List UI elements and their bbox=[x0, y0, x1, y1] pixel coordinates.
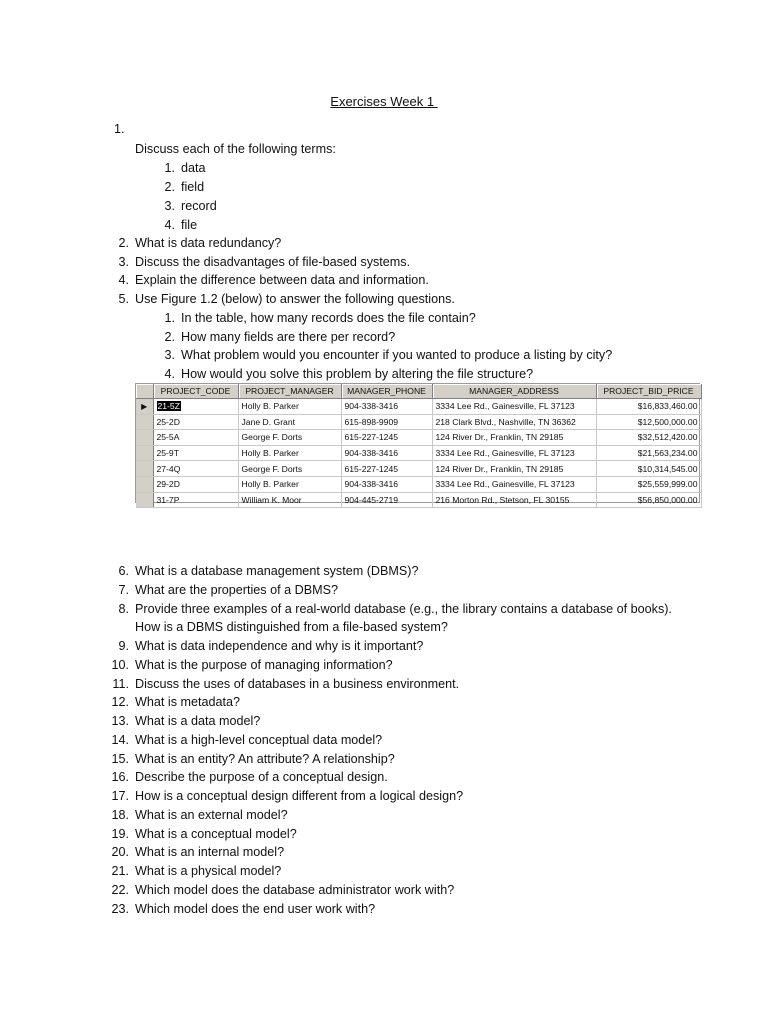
term-item-number: 2. bbox=[164, 179, 175, 194]
question-item-text: Discuss the uses of databases in a business environment. bbox=[135, 676, 460, 691]
figure-1-2-table bbox=[135, 383, 700, 503]
question-item bbox=[111, 862, 282, 880]
question-item bbox=[118, 234, 282, 252]
cell-value: 615-227-1245 bbox=[344, 432, 399, 443]
question-item-number: 23. bbox=[111, 901, 129, 916]
table-cell bbox=[341, 430, 432, 446]
table-cell bbox=[238, 445, 341, 461]
table-cell bbox=[153, 445, 238, 461]
table-cell bbox=[153, 461, 238, 477]
table-cell bbox=[153, 399, 238, 415]
cell-value: Jane D. Grant bbox=[241, 416, 295, 427]
table-cell bbox=[341, 445, 432, 461]
cell-value: 29-2D bbox=[156, 479, 180, 490]
cell-value: 615-227-1245 bbox=[344, 463, 399, 474]
question-item-number: 6. bbox=[118, 564, 129, 578]
row-selector[interactable] bbox=[136, 414, 153, 430]
table-row[interactable] bbox=[136, 399, 701, 415]
sub-question-item bbox=[164, 328, 396, 346]
column-header[interactable]: MANAGER_PHONE bbox=[341, 384, 432, 399]
table-cell bbox=[432, 414, 596, 430]
question-item-text: What is an internal model? bbox=[135, 845, 285, 860]
cell-value: 31-7P bbox=[156, 494, 180, 505]
question-item-number: 3. bbox=[118, 254, 129, 269]
table-row[interactable] bbox=[136, 492, 701, 508]
cell-value: 21-5Z bbox=[157, 401, 180, 412]
question-item-number: 14. bbox=[111, 732, 129, 747]
cell-value: $12,500,000.00 bbox=[637, 416, 698, 427]
table-cell bbox=[238, 414, 341, 430]
question-item-text: What is a conceptual model? bbox=[135, 826, 297, 841]
table-cell bbox=[238, 430, 341, 446]
column-header[interactable]: PROJECT_BID_PRICE bbox=[596, 384, 701, 399]
question-item bbox=[112, 675, 460, 693]
question-item-number: 10. bbox=[111, 657, 129, 672]
table-cell bbox=[432, 445, 596, 461]
table-row[interactable] bbox=[136, 445, 701, 461]
sub-question-item-text: In the table, how many records does the file contain? bbox=[181, 311, 476, 325]
sub-question-item-text: What problem would you encounter if you wanted to produce a listing by city? bbox=[181, 348, 613, 363]
table-cell bbox=[596, 492, 701, 508]
term-item-number: 4. bbox=[164, 217, 175, 232]
question-item-number: 21. bbox=[111, 864, 129, 878]
question-item-number: 13. bbox=[111, 714, 129, 728]
sub-question-item bbox=[164, 346, 613, 364]
sub-question-item-text: How many fields are there per record? bbox=[181, 329, 396, 344]
column-header[interactable]: PROJECT_CODE bbox=[153, 384, 238, 399]
sub-question-item bbox=[164, 365, 534, 383]
question-item bbox=[111, 656, 393, 674]
question-item bbox=[111, 693, 240, 711]
question-item-text: Use Figure 1.2 (below) to answer the following questions. bbox=[135, 292, 455, 307]
question-item-text: Describe the purpose of a conceptual design. bbox=[135, 770, 388, 785]
question-item bbox=[118, 290, 455, 308]
sub-question-item-number: 2. bbox=[164, 329, 175, 344]
question-item bbox=[135, 618, 448, 636]
cell-value: 25-9T bbox=[156, 448, 179, 459]
table-cell bbox=[596, 445, 701, 461]
question-item-text: What is an entity? An attribute? A relationship? bbox=[135, 751, 395, 766]
question-1-number: 1. bbox=[114, 122, 125, 136]
cell-value: 27-4Q bbox=[156, 463, 181, 474]
table-cell bbox=[341, 414, 432, 430]
question-item bbox=[118, 562, 419, 580]
cell-value: Holly B. Parker bbox=[241, 448, 299, 459]
question-item bbox=[111, 787, 464, 805]
sub-question-item-number: 3. bbox=[164, 348, 175, 363]
question-item-number: 9. bbox=[118, 639, 129, 653]
cell-value: William K. Moor bbox=[241, 494, 302, 505]
term-item-text: file bbox=[181, 217, 198, 232]
question-item bbox=[118, 581, 338, 599]
term-item bbox=[164, 216, 198, 234]
table-cell bbox=[153, 476, 238, 492]
question-item-number: 15. bbox=[111, 751, 129, 766]
row-selector[interactable] bbox=[136, 445, 153, 461]
table-cell bbox=[596, 476, 701, 492]
current-record-marker[interactable]: ▶ bbox=[136, 399, 153, 415]
table-cell bbox=[432, 430, 596, 446]
row-selector[interactable] bbox=[136, 492, 153, 508]
question-item bbox=[111, 750, 395, 768]
table-cell bbox=[238, 399, 341, 415]
cell-value: 124 River Dr., Franklin, TN 29185 bbox=[435, 432, 564, 443]
question-item-text: What is metadata? bbox=[135, 695, 240, 710]
question-item-text: What are the properties of a DBMS? bbox=[135, 582, 338, 597]
project-table bbox=[136, 384, 702, 508]
column-header[interactable]: MANAGER_ADDRESS bbox=[432, 384, 596, 399]
question-item bbox=[118, 271, 429, 289]
question-item-text: Discuss the disadvantages of file-based systems. bbox=[135, 254, 411, 269]
question-item bbox=[111, 712, 261, 730]
term-item bbox=[164, 178, 205, 196]
question-item bbox=[118, 637, 424, 655]
cell-value: Holly B. Parker bbox=[241, 479, 299, 490]
cell-value: 25-5A bbox=[156, 432, 180, 443]
question-item-text: What is the purpose of managing information? bbox=[135, 657, 393, 672]
question-item bbox=[111, 731, 383, 749]
term-item-number: 3. bbox=[164, 198, 175, 213]
table-cell bbox=[432, 399, 596, 415]
term-item bbox=[164, 159, 206, 177]
table-header-row bbox=[136, 384, 701, 399]
table-cell bbox=[596, 430, 701, 446]
question-item-text: What is a database management system (DBMS)? bbox=[135, 564, 419, 578]
cell-value: 904-338-3416 bbox=[344, 448, 399, 459]
cell-value: 904-445-2719 bbox=[344, 494, 399, 505]
cell-value: 3334 Lee Rd., Gainesville, FL 37123 bbox=[435, 479, 575, 490]
table-cell bbox=[432, 476, 596, 492]
row-selector[interactable] bbox=[136, 461, 153, 477]
term-item-text: data bbox=[181, 161, 206, 175]
question-item-text: Provide three examples of a real-world database (e.g., the library contains a database of books). bbox=[135, 601, 672, 616]
question-item-number: 22. bbox=[111, 882, 129, 897]
term-item-text: record bbox=[181, 198, 217, 213]
question-item-text: What is an external model? bbox=[135, 807, 288, 822]
cell-value: $16,833,460.00 bbox=[637, 401, 698, 412]
cell-value: 3334 Lee Rd., Gainesville, FL 37123 bbox=[435, 448, 575, 459]
sub-question-item-number: 1. bbox=[164, 311, 175, 325]
table-cell bbox=[238, 461, 341, 477]
question-item bbox=[111, 806, 288, 824]
question-item-number: 17. bbox=[111, 789, 129, 803]
cell-value: Holly B. Parker bbox=[241, 401, 299, 412]
term-item-text: field bbox=[181, 179, 205, 194]
cell-value: 25-2D bbox=[156, 416, 180, 427]
cell-value: George F. Dorts bbox=[241, 463, 303, 474]
question-item-number: 19. bbox=[111, 826, 129, 841]
table-cell bbox=[596, 414, 701, 430]
cell-value: $32,512,420.00 bbox=[637, 432, 698, 443]
question-item-text: What is data independence and why is it important? bbox=[135, 639, 424, 653]
table-row[interactable] bbox=[136, 414, 701, 430]
question-item bbox=[111, 843, 285, 861]
cell-value: 124 River Dr., Franklin, TN 29185 bbox=[435, 463, 564, 474]
sub-question-item-number: 4. bbox=[164, 366, 175, 381]
question-item bbox=[111, 768, 388, 786]
question-item-number: 7. bbox=[118, 582, 129, 597]
question-item bbox=[118, 600, 672, 618]
question-item-text: What is data redundancy? bbox=[135, 236, 282, 250]
table-row[interactable] bbox=[136, 430, 701, 446]
column-header[interactable]: PROJECT_MANAGER bbox=[238, 384, 341, 399]
cell-value: 218 Clark Blvd., Nashville, TN 36362 bbox=[435, 416, 576, 427]
table-cell bbox=[238, 492, 341, 508]
question-item-text: How is a DBMS distinguished from a file-based system? bbox=[135, 620, 448, 635]
table-cell bbox=[153, 414, 238, 430]
question-item-text: Which model does the end user work with? bbox=[135, 901, 376, 916]
question-item-number: 8. bbox=[118, 601, 129, 616]
question-item-number: 18. bbox=[111, 807, 129, 822]
table-cell bbox=[153, 430, 238, 446]
table-cell bbox=[153, 492, 238, 508]
table-cell bbox=[596, 399, 701, 415]
question-item-text: Which model does the database administrator work with? bbox=[135, 882, 455, 897]
question-item bbox=[111, 825, 297, 843]
question-item-text: What is a physical model? bbox=[135, 864, 282, 878]
question-item bbox=[118, 253, 411, 271]
term-item bbox=[164, 197, 217, 215]
question-item-number: 4. bbox=[118, 273, 129, 288]
table-cell bbox=[596, 461, 701, 477]
table-cell bbox=[341, 492, 432, 508]
question-item-text: What is a data model? bbox=[135, 714, 261, 728]
question-item-text: What is a high-level conceptual data model? bbox=[135, 732, 383, 747]
row-selector[interactable] bbox=[136, 476, 153, 492]
cell-value: $21,563,234.00 bbox=[637, 448, 698, 459]
term-item-number: 1. bbox=[164, 161, 175, 175]
cell-value: $10,314,545.00 bbox=[637, 463, 698, 474]
table-cell bbox=[341, 476, 432, 492]
question-item bbox=[111, 881, 455, 899]
cell-value: 615-898-9909 bbox=[344, 416, 399, 427]
question-item-number: 2. bbox=[118, 236, 129, 250]
table-cell bbox=[432, 492, 596, 508]
table-cell bbox=[432, 461, 596, 477]
cell-value: 904-338-3416 bbox=[344, 401, 399, 412]
question-item-text: How is a conceptual design different from a logical design? bbox=[135, 789, 464, 803]
cell-value: $25,559,999.00 bbox=[637, 479, 698, 490]
question-item bbox=[111, 900, 376, 918]
cell-value: $56,850,000.00 bbox=[637, 494, 698, 505]
table-cell bbox=[341, 461, 432, 477]
sub-question-item-text: How would you solve this problem by altering the file structure? bbox=[181, 366, 534, 381]
cell-value: 216 Morton Rd., Stetson, FL 30155 bbox=[435, 494, 570, 505]
page-title: Exercises Week 1 bbox=[330, 94, 438, 109]
sub-question-item bbox=[164, 309, 476, 327]
table-cell bbox=[341, 399, 432, 415]
row-selector[interactable] bbox=[136, 430, 153, 446]
table-row[interactable] bbox=[136, 476, 701, 492]
table-cell bbox=[238, 476, 341, 492]
question-1-prompt: Discuss each of the following terms: bbox=[135, 142, 336, 156]
question-item-number: 20. bbox=[111, 845, 129, 860]
row-selector-header bbox=[136, 384, 153, 399]
question-item-number: 16. bbox=[111, 770, 129, 785]
question-item-number: 5. bbox=[118, 292, 129, 307]
question-item-number: 11. bbox=[112, 676, 129, 691]
question-item-number: 12. bbox=[111, 695, 129, 710]
cell-value: 904-338-3416 bbox=[344, 479, 399, 490]
question-item-text: Explain the difference between data and information. bbox=[135, 273, 429, 288]
table-row[interactable] bbox=[136, 461, 701, 477]
cell-value: George F. Dorts bbox=[241, 432, 303, 443]
cell-value: 3334 Lee Rd., Gainesville, FL 37123 bbox=[435, 401, 575, 412]
